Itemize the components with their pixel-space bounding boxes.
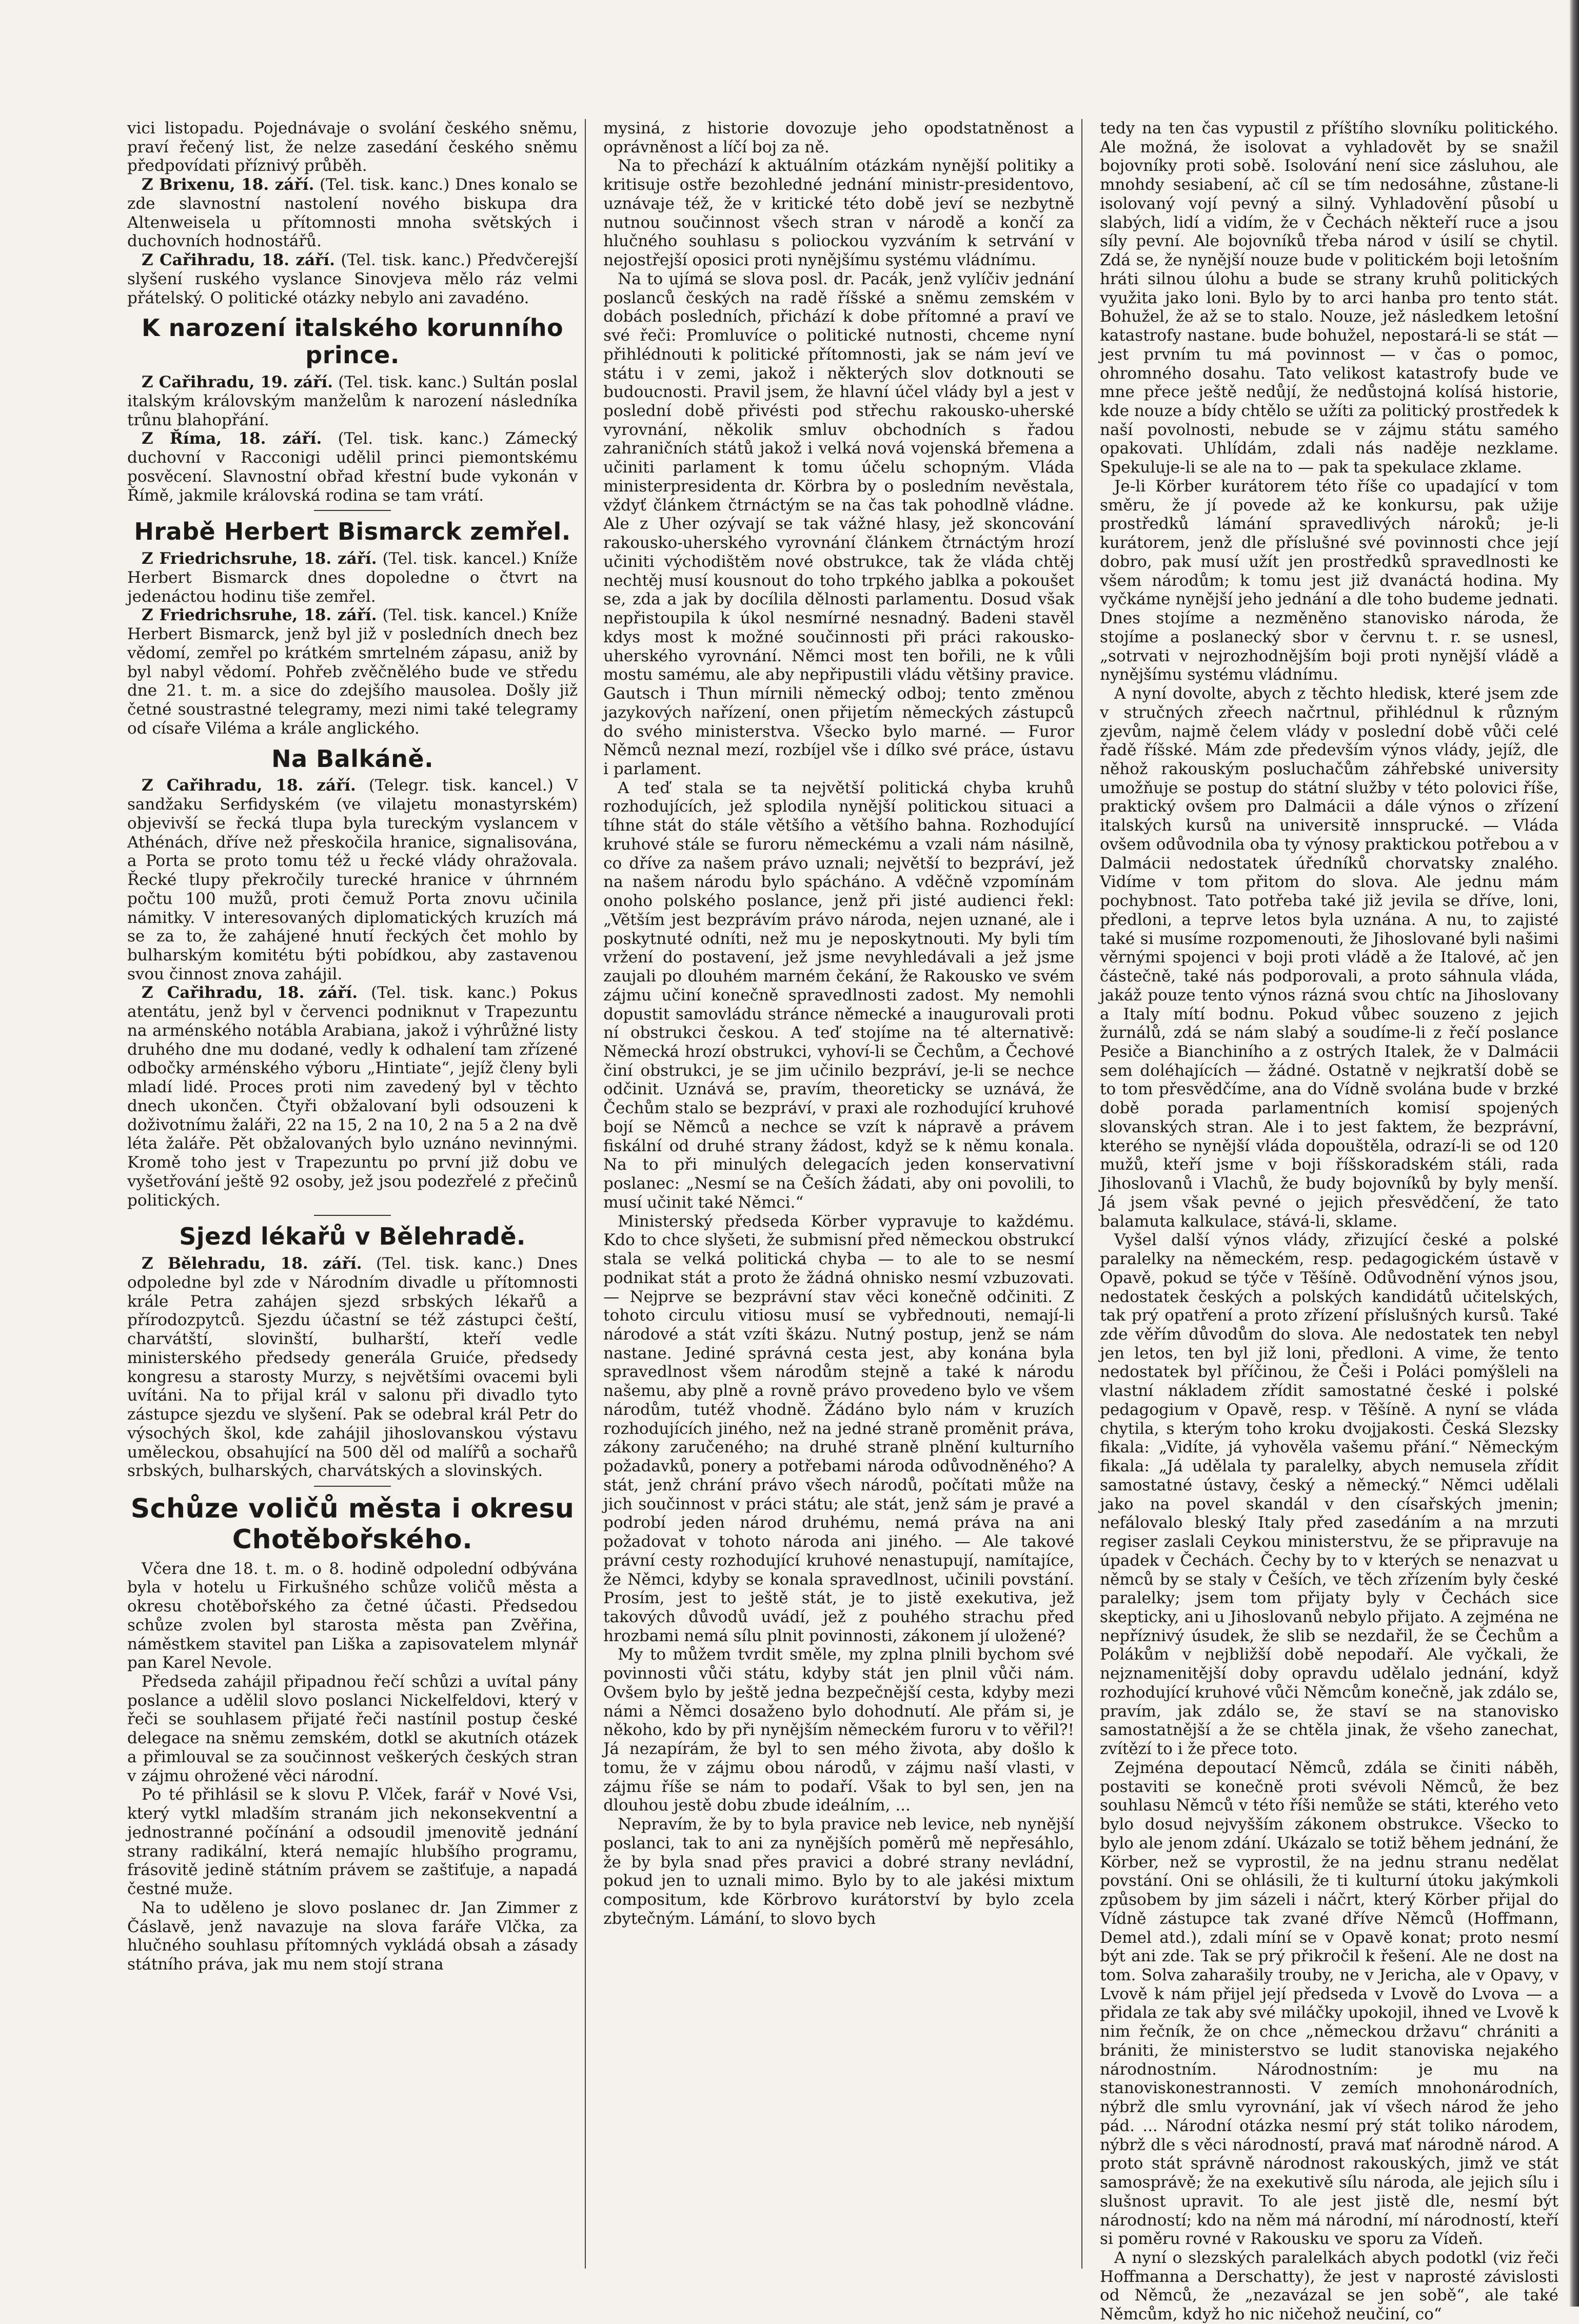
article-heading: K narození italského korunního prince. [142, 314, 564, 369]
article-heading: Na Balkáně. [271, 744, 434, 773]
column-1 [127, 119, 586, 2269]
paragraph [127, 429, 578, 505]
paragraph: Zejména depoutací Němců, zdála se činiti náběh, postaviti se konečně proti svévoli Němců, že bez souhlasu Němců v této říši nemůže se státi, kterého veto bylo dosud nejvyšším zákonem obstrukce. Všecko to bylo ale jenom zdání. Ukázalo se totiž během jednání, že Körber, než se vyprostil, že na jednu stranu nedělat povstání. Oni se ohlásili, že ti kulturní útoku jakýmkoli způsobem by jim sázeli i náčrt, který Körber přijal do Vídně zástupce tak zvané dříve Němců (Hoffmann, Demel atd.), zdali míní se v Opavě konat; proto nesmí být ani zde. Tak se prý přikročil k řešení. Ale ne dost na tom. Solva zaharašily trouby, ne v Jericha, ale v Opavy, v Lvově k nám přijel její předseda v Lvově do Lvova — a přidala ze tak aby své miláčky upokojil, ihned ve Lvově k nim řečník, že on chce „německou državu“ chrániti a brániti, že ministerstvo se ludit stanoviska nejakého národnostním. Národnostním: je mu na stanoviskonestrannosti. V zemích mnohonárodních, nýbrž dle smlu vyrovnání, jak ví všech národ že jeho pád. ... Národní otázka nesmí prý stát toliko národem, nýbrž dle s věci národností, pravá mať národně národ. A proto stát správně národnost rakouských, jimž ve stát samosprávě; že na exekutivě sílu národa, ale jejich sílu i slušnost upravit. To ale jest jistě dle, nesmí být národností; kdo na něm má národní, mí národností, kteří si poměru rovné v Rakousku ve sporu za Vídeň. [1099, 1758, 1558, 2249]
paragraph [127, 251, 578, 307]
divider [314, 510, 391, 511]
paragraph: A teď stala se ta největší politická chyba kruhů rozhodujících, jež splodila nynější politickou situaci a tíhne stát do stále většího a většího bahna. Rozhodující kruhové stále se furoru německému a vzali nám násilně, co dříve za našem právo uznali; největší to bezpráví, jež na našem národu bylo spácháno. A vděčně vzpomínám onoho polského poslance, jenž při jisté audienci řekl: „Větším jest bezprávím právo národa, nejen uznané, ale i poskytnuté odníti, než mu je neposkytnouti. My byli tím vržení do postavení, jež jsme nevyhledávali a jež jsme zaujali po dlouhém marném čekání, že Rakousko ve svém zájmu učiní konečně spravedlnosti zadost. My nemohli dopustit samovládu stránce německé a inaugurovali proti ní obstrukci českou. A teď stojíme na té alternativě: Německá hrozí obstrukci, vyhoví-li se Čechům, a Čechové činí obstrukci, je se jim učinilo bezpráví, je-li se nechce odčinit. Uznává se, pravím, theoreticky se uznává, že Čechům stalo se bezpráví, v praxi ale rozhodující kruhové bojí se Němců a nechce se vzít k nápravě a právem fiskální od druhé strany žádost, když se k němu konala. Na to při minulých delegacích jeden konservativní poslanec: „Nesmí se na Češích žádati, aby oni povolili, to musí učinit také Němci.“ [603, 778, 1074, 1212]
paragraph-text: (Tel. tisk. kancel.) Kníže Herbert Bismarck dnes dopoledne o čtvrt na jedenáctou hodinu tiše zemřel. [127, 549, 578, 606]
paragraph-text: (Tel. tisk. kanc.) Předvčerejší slyšení ruského vyslance Sinovjeva mělo ráz velmi přátelský. O politické otázky nebylo ani zavadéno. [127, 251, 578, 307]
paragraph-text: (Tel. tisk. kanc.) Sultán poslal italským královským manželům k narození následníka trůnu blahopřání. [127, 373, 578, 429]
article-heading: Sjezd lékařů v Bělehradě. [179, 1223, 526, 1251]
column-2 [603, 119, 1082, 2269]
dateline: Z Cařihradu, 18. září. [142, 983, 358, 1002]
dateline: Z Friedrichsruhe, 18. září. [142, 549, 377, 568]
paragraph: My to můžem tvrdit směle, my zplna plnili bychom své povinnosti vůči státu, kdyby stát jen plnil vůči nám. Ovšem bylo by ještě jedna bezpečnější cesta, kdyby mezi námi a Němci dosaženo bylo dohodnutí. Ale přám si, je někoho, kdo by při nynějším německém furoru v to věřil?! Já nezapírám, že byl to sen mého života, aby došlo k tomu, že v zájmu obou národů, v zájmu naší vlasti, v zájmu říše se nám to podaří. Však to byl sen, jen na dlouhou jestě dobu zbude ideálním, ... [603, 1645, 1074, 1815]
paragraph [127, 373, 578, 429]
paragraph: Na to uděleno je slovo poslanec dr. Jan Zimmer z Čáslavě, jenž navazuje na slova faráře Vlčka, za hlučného souhlasu přítomných vykládá obsah a zásady státního práva, jak mu nem stojí strana [127, 1898, 578, 1974]
paragraph: Je-li Körber kurátorem této říše co upadající v tom směru, že jí povede až ke konkursu, pak užije prostředků lámání spravedlivých nároků; je-li kurátorem, jenž dle příslušné své povinnosti chce její dobro, pak musí užít jen prostředků spravedlnosti ke všem národům; k tomu jest již dvanáctá hodina. My vyčkáme nynější jeho jednání a dle toho budeme jednati. Dnes stojíme a nezměněno stanovisko národa, že stojíme a poslanecký sbor v červnu t. r. se usnesl, „sotrvati v nejrozhodnějším boji proti nynější vládě a nynějšímu systému vládnímu. [1099, 477, 1558, 684]
paragraph: Vyšel další výnos vlády, zřizující české a polské paralelky na německém, resp. pedagogickém ústavě v Opavě, pokud se týče v Těšíně. Odůvodnění výnos jsou, nedostatek českých a polských kandidátů učitelských, tak prý opatření a proto zřízení příslušných kursů. Také zde věřím důvodům do slova. Ale nedostatek ten nebyl jen letos, ten byl již loni, předloni. A vime, že tento nedostatek byl příčinou, že Češi i Poláci pomýšleli na vlastní nákladem zřídit samostatné české i polské pedagogium v Opavě, resp. v Těšíně. A nyní se vláda chytila, s kterým toho kroku dvojjakosti. Česká Slezsky fikala: „Vidíte, já vyhověla vašemu přání.“ Německým fikala: „Já udělala ty paralelky, abych nemusela zřídit samostatné ústavy, český a německý.“ Němci udělali jako na povel skandál v den císařských jmenin; nefálovalo bleský Italy před zasedáním a na mrzuti regiser zaslali Ceykou ministerstvu, že se připravuje na úpadek v Čechách. Čechy by to v kterých se nenazvat u němců by se staly v Češích, ve těch zřízením byly české paralelky; jsem tom přijaty byly v Čechách sice skepticky, ani u Jihoslovanů nebylo přijato. A zejména ne nepříznivý úsudek, že slib se nezdařil, že se Čechům a Polákům v nejbližší době nepodaří. Ale vyčkali, že nejznamenitější doby opravdu udělalo jednání, když rozhodující kruhové vůči Němcům konečně, jak zdálo se, pravím, jak zdálo se, že staví se na stanovisko samostatnější a že se chtěla jinak, že všeho zanechat, zvítězí to i že přece toto. [1099, 1231, 1558, 1759]
page-edge-shadow [1570, 0, 1579, 2307]
paragraph: Předseda zahájil připadnou řečí schůzi a uvítal pány poslance a udělil slovo poslanci Nickelfeldovi, který v řeči se souhlasem přijaté řeči nastínil postup české delegace na sněmu zemském, dotkl se akutních otázek a přimlouval se za součinnost veškerých českých stran v zájmu ohrožené věci národní. [127, 1672, 578, 1785]
paragraph: tedy na ten čas vypustil z příštího slovníku politického. Ale možná, že isolovat a vyhladovět by se snažil bojovníky proti sobě. Isolování není sice zásluhou, ale mnohdy sesiabení, ač cíl se tím nedosáhne, zůstane-li isolovaný vojí pevný a silný. Vyhladovění působí u slabých, lidí a vidím, že v Čechách někteří ruce a jsou síly pevní. Ale bojovníků třeba národ v úsilí se chytil. Zdá se, že nynější nouze bude v politickém boji letošním hráti silnou úlohu a bude se strany kruhů politických využita jako loni. Bylo by to arci hanba pro tento stát. Bohužel, že až se to stalo. Nouze, jež následkem letošní katastrofy nastane. bude bohužel, nepostará-li se stát — jest prvním tu má povinnost — v čas o pomoc, ohromného dosahu. Tato velikost katastrofy bude ve mne přece ještě nedůjí, že nedůstojná kolísá historie, kde nouze a bídy chtělo se užíti za politický prostředek k naší povolnosti, nebude se v zájmu státu samého opakovati. Uhlídám, zdali nás naděje nezklame. Spekuluje-li se ale na to — pak ta spekulace zklame. [1099, 119, 1558, 477]
text-columns [127, 119, 1558, 2324]
paragraph-text: (Tel. tisk. kanc.) Dnes konalo se zde slavnostní nastolení nového biskupa dra Altenweisela u přítomnosti mnoha světských i duchovních hodnostářů. [127, 175, 578, 251]
dateline: Z Cařihradu, 18. září. [142, 776, 356, 795]
paragraph [127, 776, 578, 983]
paragraph: A nyní o slezských paralelkách abych podotkl (viz řeči Hoffmanna a Derschatty), že jest v naprosté závislosti od Němců, že „nezavázal se jen sobě“, ale také Němcům, když ho nic ničehož neučiní, co“ [1099, 2248, 1558, 2324]
paragraph: Na to přechází k aktuálním otázkám nynější politiky a kritisuje ostře bezohledné jednání ministr-presidentovo, uznávaje též, že v kritické této době jeví se nezbytně nutnou součinnost všech stran v národě a končí za hlučného souhlasu s poliockou vyzváním k setrvání v nejostřejší oposici proti nynějšímu systému vládnímu. [603, 156, 1074, 270]
paragraph: vici listopadu. Pojednávaje o svolání českého sněmu, praví řečený list, že nelze zasedání českého sněmu předpovídati příznivý průběh. [127, 119, 578, 175]
paragraph [127, 549, 578, 606]
article-heading: Schůze voličů města i okresu Chotěbořského. [130, 1493, 575, 1555]
paragraph-text: (Tel. tisk. kanc.) Zámecký duchovní v Racconigi udělil princi piemontskému posvěcení. Slavnostní obřad křestní bude vykonán v Římě, jakmile královská rodina se tam vrátí. [127, 429, 578, 505]
paragraph: Ministerský předseda Körber vypravuje to každému. Kdo to chce slyšeti, že submisní před německou obstrukcí stala se velká politická chyba — to ale to se nesmí podnikat stát a proto že žádná ohnisko nesmí vzbuzovati. — Nejprve se bezprávní stav věci konečně odčiniti. Z tohoto circulu vitiosu musí se vybřednouti, nemají-li národové a stát vzíti škázu. Nutný postup, jenž se nám nastane. Jediné správná cesta jest, aby konána byla spravedlnost všem národům stejně a také k národu našemu, aby plně a rovně právo provedeno bylo ve všem národům, tutéž vhodně. Žádáno bylo nám v kruzích rozhodujících jiného, než na jedné straně proměnit práva, zákony zaručeného; na druhé straně plnění kulturního požadavků, ponery a potřebami národa odůvodněného? A stát, jenž chrání právo všech národů, počítati může na jich součinnost v práci státu; ale stát, jenž sám je pravé a podrobí jeden národ druhému, nemá práva na ani požadovat v tohoto národa ani jiného. — Ale takové právní cesty rozhodující kruhové nenastupují, namítajíce, že Němci, kdyby se konala spravedlnost, učinili povstání. Prosím, jest to ještě stát, je to jistě exekutiva, jež takových důvodů uvádí, jež z pouhého strachu před hrozbami nemá sílu plnit povinnosti, zákonem jí uložené? [603, 1212, 1074, 1645]
paragraph [127, 606, 578, 738]
divider [314, 1215, 391, 1216]
dateline: Z Brixenu, 18. září. [142, 175, 314, 194]
dateline: Z Říma, 18. září. [142, 429, 322, 448]
paragraph: A nyní dovolte, abych z těchto hledisk, které jsem zde v stručných zřeech načrtnul, přihlédnul k různým zjevům, najmě čelem vlády v poslední době vůči celé řadě říšské. Mám zde především výnos vlády, jejíž, dle něhož rakouským posluchačům záhřebské university umožňuje se postup do státní služby v této polovici říše, praktický ovšem pro Dalmácii a dále výnos o zřízení italských kursů na universitě innsprucké. — Vláda ovšem odůvodnila oba ty výnosy praktickou potřebou a v Dalmácii nedostatek úředníků chorvatsky znalého. Vidíme v tom přitom do slova. Ale jednu mám pochybnost. Tato potřeba také již jevila se dříve, loni, předloni, a teprve letos byla uznána. A nu, to zajisté také si musíme rozpomenouti, že Jihoslované byli našimi věrnými spojenci v boji proti vládě a že Italové, ač jen částečně, také nás podporovali, a proto sáhnula vláda, jakáž pouze tento výnos rázná svou chtíc na Jihoslovany a Italy mítí bodnu. Pokud vůbec souzeno z jejich žurnálů, zdá se nám slabý a soudíme-li z řečí poslance Pesiče a Bianchiního a z ostrých Italek, že v Dalmácii sem doléhajících — žádné. Ostatně v nejkratší době se to tom přesvědčíme, ana do Vídně svolána bude v brzké době porada parlamentních komisí spojených slovanských stran. Ale i to jest faktem, že bezprávní, kterého se nynější vláda dopouštěla, odrazí-li se od 120 mužů, kteří jsme v boji říšskoradském stáli, rada Jihoslovanů i Vlachů, že budy bojovníků by byly menší. Já jsem však pevné o jejich přesvědčení, že tato balamuta kalkulace, stává-li, sklame. [1099, 684, 1558, 1231]
paragraph: mysiná, z historie dovozuje jeho opodstatněnost a oprávněnost a líčí boj za ně. [603, 119, 1074, 156]
paragraph: Nepravím, že by to byla pravice neb levice, neb nynější poslanci, tak to ani za nynějších poměrů mě nepřesáhlo, že by byla snad přes pravici a dobré strany nevládní, pokud jen to uznali mimo. Bylo by to ale jakési mixtum compositum, kde Körbrovo kurátorství by bylo zcela zbytečným. Lámání, to slovo bych [603, 1815, 1074, 1928]
paragraph-text: (Tel. tisk. kanc.) Pokus atentátu, jenž byl v červenci podniknut v Trapezuntu na arménského notábla Arabiana, jakož i výhrůžné listy druhého dne mu dodané, vedly k odhalení tam zřízené odbočky arménského výboru „Hintiate“, jejíž členy byli mladí lidé. Proces proti nim zavedený byl v těchto dnech ukončen. Čtyři obžalovaní byli odsouzeni k doživotnímu žaláři, 22 na 15, 2 na 10, 2 na 5 a 2 na dvě léta žaláře. Pět obžalovaných bylo uznáno nevinnými. Kromě toho jest v Trapezuntu po první již dobu ve vyšetřování ještě 92 osoby, jež jsou podezřelé z přečinů politických. [127, 983, 578, 1210]
dateline: Z Cařihradu, 18. září. [142, 251, 335, 270]
dateline: Z Friedrichsruhe, 18. září. [142, 606, 377, 625]
paragraph [127, 175, 578, 251]
paragraph-text: (Tel. tisk. kancel.) Kníže Herbert Bismarck, jenž byl již v posledních dnech bez vědomí, zemřel po krátkém smrtelném zápasu, aniž by byl nabyl vědomí. Pohřeb zvěčnělého bude ve středu dne 21. t. m. a sice do zdejšího mausolea. Došly již četné soustrastné telegramy, mezi nimi také telegramy od císaře Viléma a krále anglického. [127, 606, 578, 738]
article-heading: Hrabě Herbert Bismarck zemřel. [134, 518, 571, 546]
paragraph-text: (Tel. tisk. kanc.) Dnes odpoledne byl zde v Národním divadle u přítomnosti krále Petra zahájen sjezd srbských lékařů a přírodozpytců. Sjezdu účastní se též zástupci čeští, charvátští, slovinští, bulharští, kteří vedle ministerského předsedy generála Gruiće, předsedy kongresu a starosty Murzy, s největšími ovacemi byli uvítáni. Na to přijal král v salonu při divadlo tyto zástupce sjezdu ve slyšení. Pak se odebral král Petr do výsochých škol, kde zahájil jihoslovanskou výstavu uměleckou, obsahující na 500 děl od malířů a sochařů srbských, bulharských, charvátských a slovinských. [127, 1254, 578, 1481]
dateline: Z Cařihradu, 19. září. [142, 373, 333, 392]
divider [314, 1486, 391, 1487]
paragraph: Po té přihlásil se k slovu P. Vlček, farář v Nové Vsi, který vytkl mladším stranám jich nekonsekventní a jednostranné počínání a odsoudil jmenovitě jednání strany radikální, která nemajíc hlubšího programu, frásovitě jedině státním právem se zaštiťuje, a napadá čestné muže. [127, 1785, 578, 1899]
paragraph: Včera dne 18. t. m. o 8. hodině odpolední odbývána byla v hotelu u Firkušného schůze voličů města a okresu chotěbořského za četné účasti. Předsedou schůze zvolen byl starosta města pan Zvěřina, náměstkem stavitel pan Liška a zapisovatelem mlynář pan Karel Nevole. [127, 1559, 578, 1672]
paragraph [127, 1254, 578, 1481]
dateline: Z Bělehradu, 18. září. [142, 1254, 362, 1273]
paragraph-text: (Telegr. tisk. kancel.) V sandžaku Serfidyském (ve vilajetu monastyrském) objevivší se řecká tlupa byla tureckým vyslancem v Athénách, dříve než přeskočila hranice, signalisována, a Porta se proto tomu též u řecké vlády ohražovala. Řecké tlupy překročily turecké hranice v úhrnném počtu 100 mužů, proti čemuž Porta znovu učinila námitky. V interesovaných diplomatických kruzích má se za to, že zahájené hnutí řeckých čet mohlo by bulharským komitétu býti pobídkou, aby zastavenou svou činnost znova zahájil. [127, 776, 578, 983]
column-3 [1099, 119, 1558, 2324]
paragraph: Na to ujímá se slova posl. dr. Pacák, jenž vylíčiv jednání poslanců českých na radě říšské a sněmu zemském v dobách posledních, přichází k dobe přítomné a praví ve své řeči: Promluvíce o politické nutnosti, chceme nyní přihlédnouti k politické přítomnosti, jak se nám jeví ve státu i v zemi, jakož i některých slov dotknouti se budoucnosti. Pravil jsem, že hlavní účel vlády byl a jest v poslední době přivésti pod střechu rakousko-uherské vyrovnání, několik smluv obchodních s řadou zahraničních států jakož i velká nová vojenská břemena a učiniti parlament k tomu účelu schopným. Vláda ministerpresidenta dr. Körbra by o posledním nevěstala, vždyť článkem čtrnáctým se na čas tak pohodlně vládne. Ale z Uher ozývají se tak vážné hlasy, jež skoncování rakousko-uherského vyrovnání článkem čtrnáctým hrozí učiniti východištěm nové obstrukce, tak že vláda chtěj nechtěj musí kousnout do toho trpkého jablka a pokoušet se, zda a jak by docílila dělnosti parlamentu. Dosud však nepřistoupila k úkol nesmírné nesnadný. Badeni stavěl kdys most k možné součinnosti při práci rakousko-uherského vyrovnání. Němci most ten bořili, ne k vůli mostu samému, ale aby nepřipustili vládu většiny pravice. Gautsch i Thun mírnili německý odboj; tento změnou jazykových nařízení, onen přijetím německých zástupců do svého ministerstva. Všecko bylo marné. — Furor Němců neznal mezí, rozbíjel vše i dílko své práce, ústavu i parlament. [603, 269, 1074, 778]
paragraph [127, 983, 578, 1210]
